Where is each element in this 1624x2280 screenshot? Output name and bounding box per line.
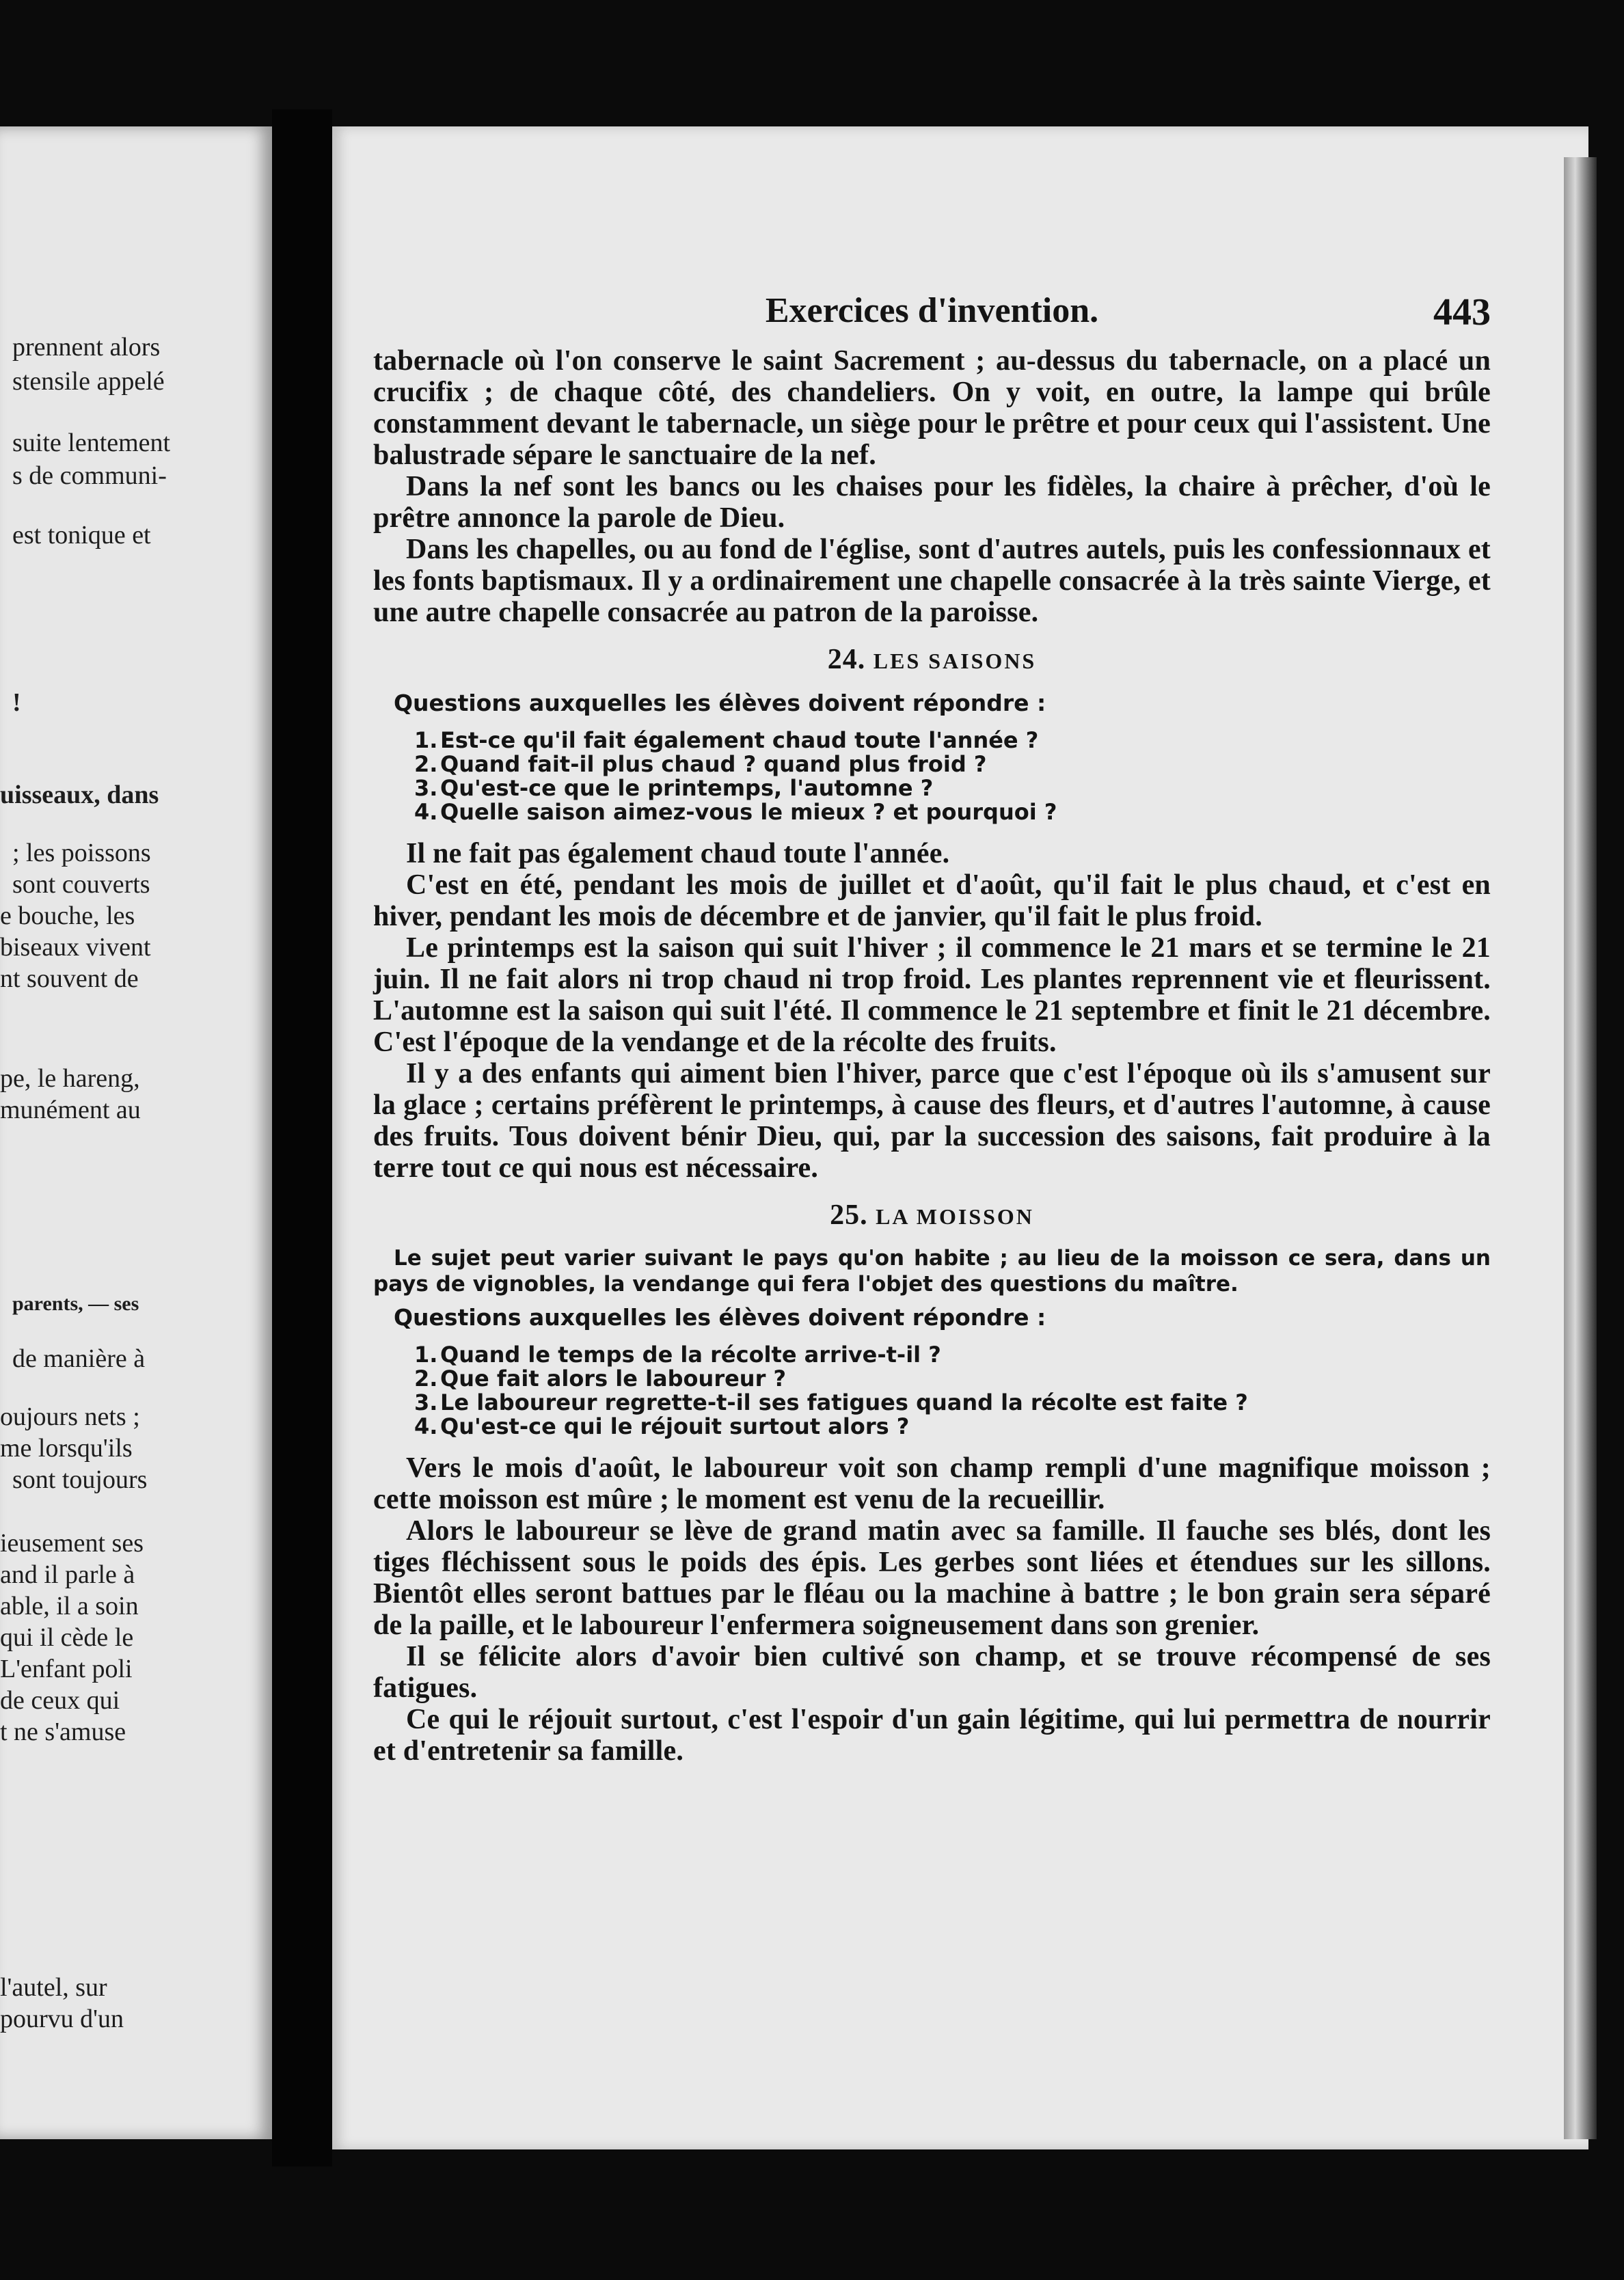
- left-facing-page: [0, 126, 272, 2139]
- paragraph: C'est en été, pendant les mois de juillet et d'août, qu'il fait le plus chaud, et c'est en hiver, pendant les mois de décembre et de janvier, qu'il fait le plus froid.: [373, 869, 1491, 932]
- answer-block: [373, 838, 1491, 1184]
- left-text-fragment: de manière à: [12, 1344, 146, 1373]
- question-number: 1.: [414, 1342, 438, 1368]
- section-heading: [373, 643, 1491, 676]
- paragraph: Dans les chapelles, ou au fond de l'église, sont d'autres autels, puis les confessionnaux et les fonts baptismaux. Il y a ordinairement une chapelle consacrée à la très sainte Vierge, et une autre chapelle consacrée au patron de la paroisse.: [373, 534, 1491, 628]
- section-number: 24.: [827, 644, 866, 675]
- question-text: Le laboureur regrette-t-il ses fatigues quand la récolte est faite ?: [440, 1389, 1248, 1415]
- right-page: [332, 126, 1588, 2149]
- left-text-fragment: parents, — ses: [12, 1292, 139, 1315]
- left-text-fragment: prennent alors: [12, 333, 161, 362]
- section-title: LES SAISONS: [873, 649, 1037, 673]
- question-item: [414, 1343, 1491, 1367]
- left-text-fragment: L'enfant poli: [0, 1655, 133, 1683]
- running-title: Exercices d'invention.: [765, 291, 1099, 330]
- left-text-fragment: biseaux vivent: [0, 933, 151, 962]
- section-note: Le sujet peut varier suivant le pays qu'on habite ; au lieu de la moisson ce sera, dans un pays de vignobles, la vendange qui fera l'objet des questions du maître.: [373, 1246, 1491, 1297]
- question-item: [414, 800, 1491, 824]
- section-heading: [373, 1199, 1491, 1232]
- question-number: 4.: [414, 1413, 438, 1439]
- left-text-fragment: sont toujours: [12, 1465, 148, 1494]
- question-text: Quand le temps de la récolte arrive-t-il ?: [440, 1342, 941, 1368]
- paragraph: Il se félicite alors d'avoir bien cultivé son champ, et se trouve récompensé de ses fatigues.: [373, 1641, 1491, 1704]
- question-list: [414, 1343, 1491, 1439]
- page-number: 443: [1433, 291, 1491, 334]
- section-title: LA MOISSON: [876, 1204, 1034, 1229]
- left-text-fragment: s de communi-: [12, 461, 167, 490]
- question-text: Que fait alors le laboureur ?: [440, 1366, 787, 1392]
- left-text-fragment: uisseaux, dans: [0, 781, 159, 809]
- paragraph: Dans la nef sont les bancs ou les chaises pour les fidèles, la chaire à prêcher, d'où le prêtre annonce la parole de Dieu.: [373, 471, 1491, 534]
- questions-header: Questions auxquelles les élèves doivent répondre :: [394, 690, 1046, 716]
- left-text-fragment: qui il cède le: [0, 1623, 134, 1652]
- answer-block: [373, 1452, 1491, 1767]
- question-item: [414, 776, 1491, 800]
- left-text-fragment: suite lentement: [12, 429, 171, 457]
- running-head: [373, 290, 1491, 338]
- paragraph: Il ne fait pas également chaud toute l'année.: [406, 838, 950, 869]
- left-text-fragment: e bouche, les: [0, 901, 135, 930]
- left-text-fragment: t ne s'amuse: [0, 1718, 126, 1746]
- question-text: Qu'est-ce qui le réjouit surtout alors ?: [440, 1413, 910, 1439]
- question-text: Quand fait-il plus chaud ? quand plus froid ?: [440, 751, 987, 777]
- question-number: 4.: [414, 799, 438, 825]
- left-text-fragment: de ceux qui: [0, 1686, 120, 1715]
- book-gutter: [272, 109, 332, 2167]
- left-text-fragment: ieusement ses: [0, 1529, 144, 1558]
- paragraph: Ce qui le réjouit surtout, c'est l'espoir d'un gain légitime, qui lui permettra de nourrir et d'entretenir sa famille.: [373, 1704, 1491, 1767]
- left-text-fragment: !: [12, 688, 21, 717]
- left-text-fragment: sont couverts: [12, 870, 150, 899]
- left-text-fragment: munément au: [0, 1096, 141, 1124]
- left-text-fragment: l'autel, sur: [0, 1973, 107, 2002]
- question-text: Qu'est-ce que le printemps, l'automne ?: [440, 775, 934, 801]
- left-text-fragment: stensile appelé: [12, 367, 165, 396]
- page-text-block: [373, 290, 1491, 1767]
- section-number: 25.: [830, 1199, 868, 1231]
- left-text-fragment: est tonique et: [12, 521, 151, 549]
- question-item: [414, 1415, 1491, 1439]
- questions-header: Questions auxquelles les élèves doivent répondre :: [394, 1304, 1046, 1331]
- paragraph: Vers le mois d'août, le laboureur voit son champ rempli d'une magnifique moisson ; cette moisson est mûre ; le moment est venu de la recueillir.: [373, 1452, 1491, 1515]
- paragraph: tabernacle où l'on conserve le saint Sacrement ; au-dessus du tabernacle, on a placé un crucifix ; de chaque côté, des chandeliers. On y voit, en outre, la lampe qui brûle constamment devant le tabernacle, un siège pour le prêtre et pour ceux qui l'assistent. Une balustrade sépare le sanctuaire de la nef.: [373, 345, 1491, 471]
- question-number: 2.: [414, 1366, 438, 1392]
- paragraph: Le printemps est la saison qui suit l'hiver ; il commence le 21 mars et se termine le 21 juin. Il ne fait alors ni trop chaud ni trop froid. Les plantes reprennent vie et fleurissent. L'automne est la saison qui suit l'été. Il commence le 21 septembre et finit le 21 décembre. C'est l'époque de la vendange et de la récolte des fruits.: [373, 932, 1491, 1058]
- left-text-fragment: pe, le hareng,: [0, 1064, 140, 1093]
- left-text-fragment: ; les poissons: [12, 839, 151, 867]
- question-text: Quelle saison aimez-vous le mieux ? et pourquoi ?: [440, 799, 1057, 825]
- paragraph: Alors le laboureur se lève de grand matin avec sa famille. Il fauche ses blés, dont les tiges fléchissent sous le poids des épis. Les gerbes sont liées et étendues sur les sillons. Bientôt elles seront battues par le fléau ou la machine à battre ; le bon grain sera séparé de la paille, et le laboureur l'enfermera soigneusement dans son grenier.: [373, 1515, 1491, 1641]
- left-text-fragment: and il parle à: [0, 1560, 135, 1589]
- paragraph: Il y a des enfants qui aiment bien l'hiver, parce que c'est l'époque où ils s'amusent sur la glace ; certains préfèrent le printemps, à cause des fleurs, et d'autres l'automne, à cause des fruits. Tous doivent bénir Dieu, qui, par la succession des saisons, fait produire à la terre tout ce qui nous est nécessaire.: [373, 1058, 1491, 1184]
- question-item: [414, 729, 1491, 752]
- left-text-fragment: nt souvent de: [0, 964, 139, 993]
- question-item: [414, 1367, 1491, 1391]
- left-text-fragment: me lorsqu'ils: [0, 1434, 133, 1463]
- question-number: 3.: [414, 775, 438, 801]
- question-number: 2.: [414, 751, 438, 777]
- question-item: [414, 752, 1491, 776]
- page-edge-shadow: [1564, 157, 1597, 2139]
- question-number: 3.: [414, 1389, 438, 1415]
- left-text-fragment: pourvu d'un: [0, 2005, 124, 2033]
- left-text-fragment: oujours nets ;: [0, 1402, 140, 1431]
- left-text-fragment: able, il a soin: [0, 1592, 139, 1620]
- question-item: [414, 1391, 1491, 1415]
- question-list: [414, 729, 1491, 824]
- question-number: 1.: [414, 727, 438, 753]
- question-text: Est-ce qu'il fait également chaud toute l'année ?: [440, 727, 1039, 753]
